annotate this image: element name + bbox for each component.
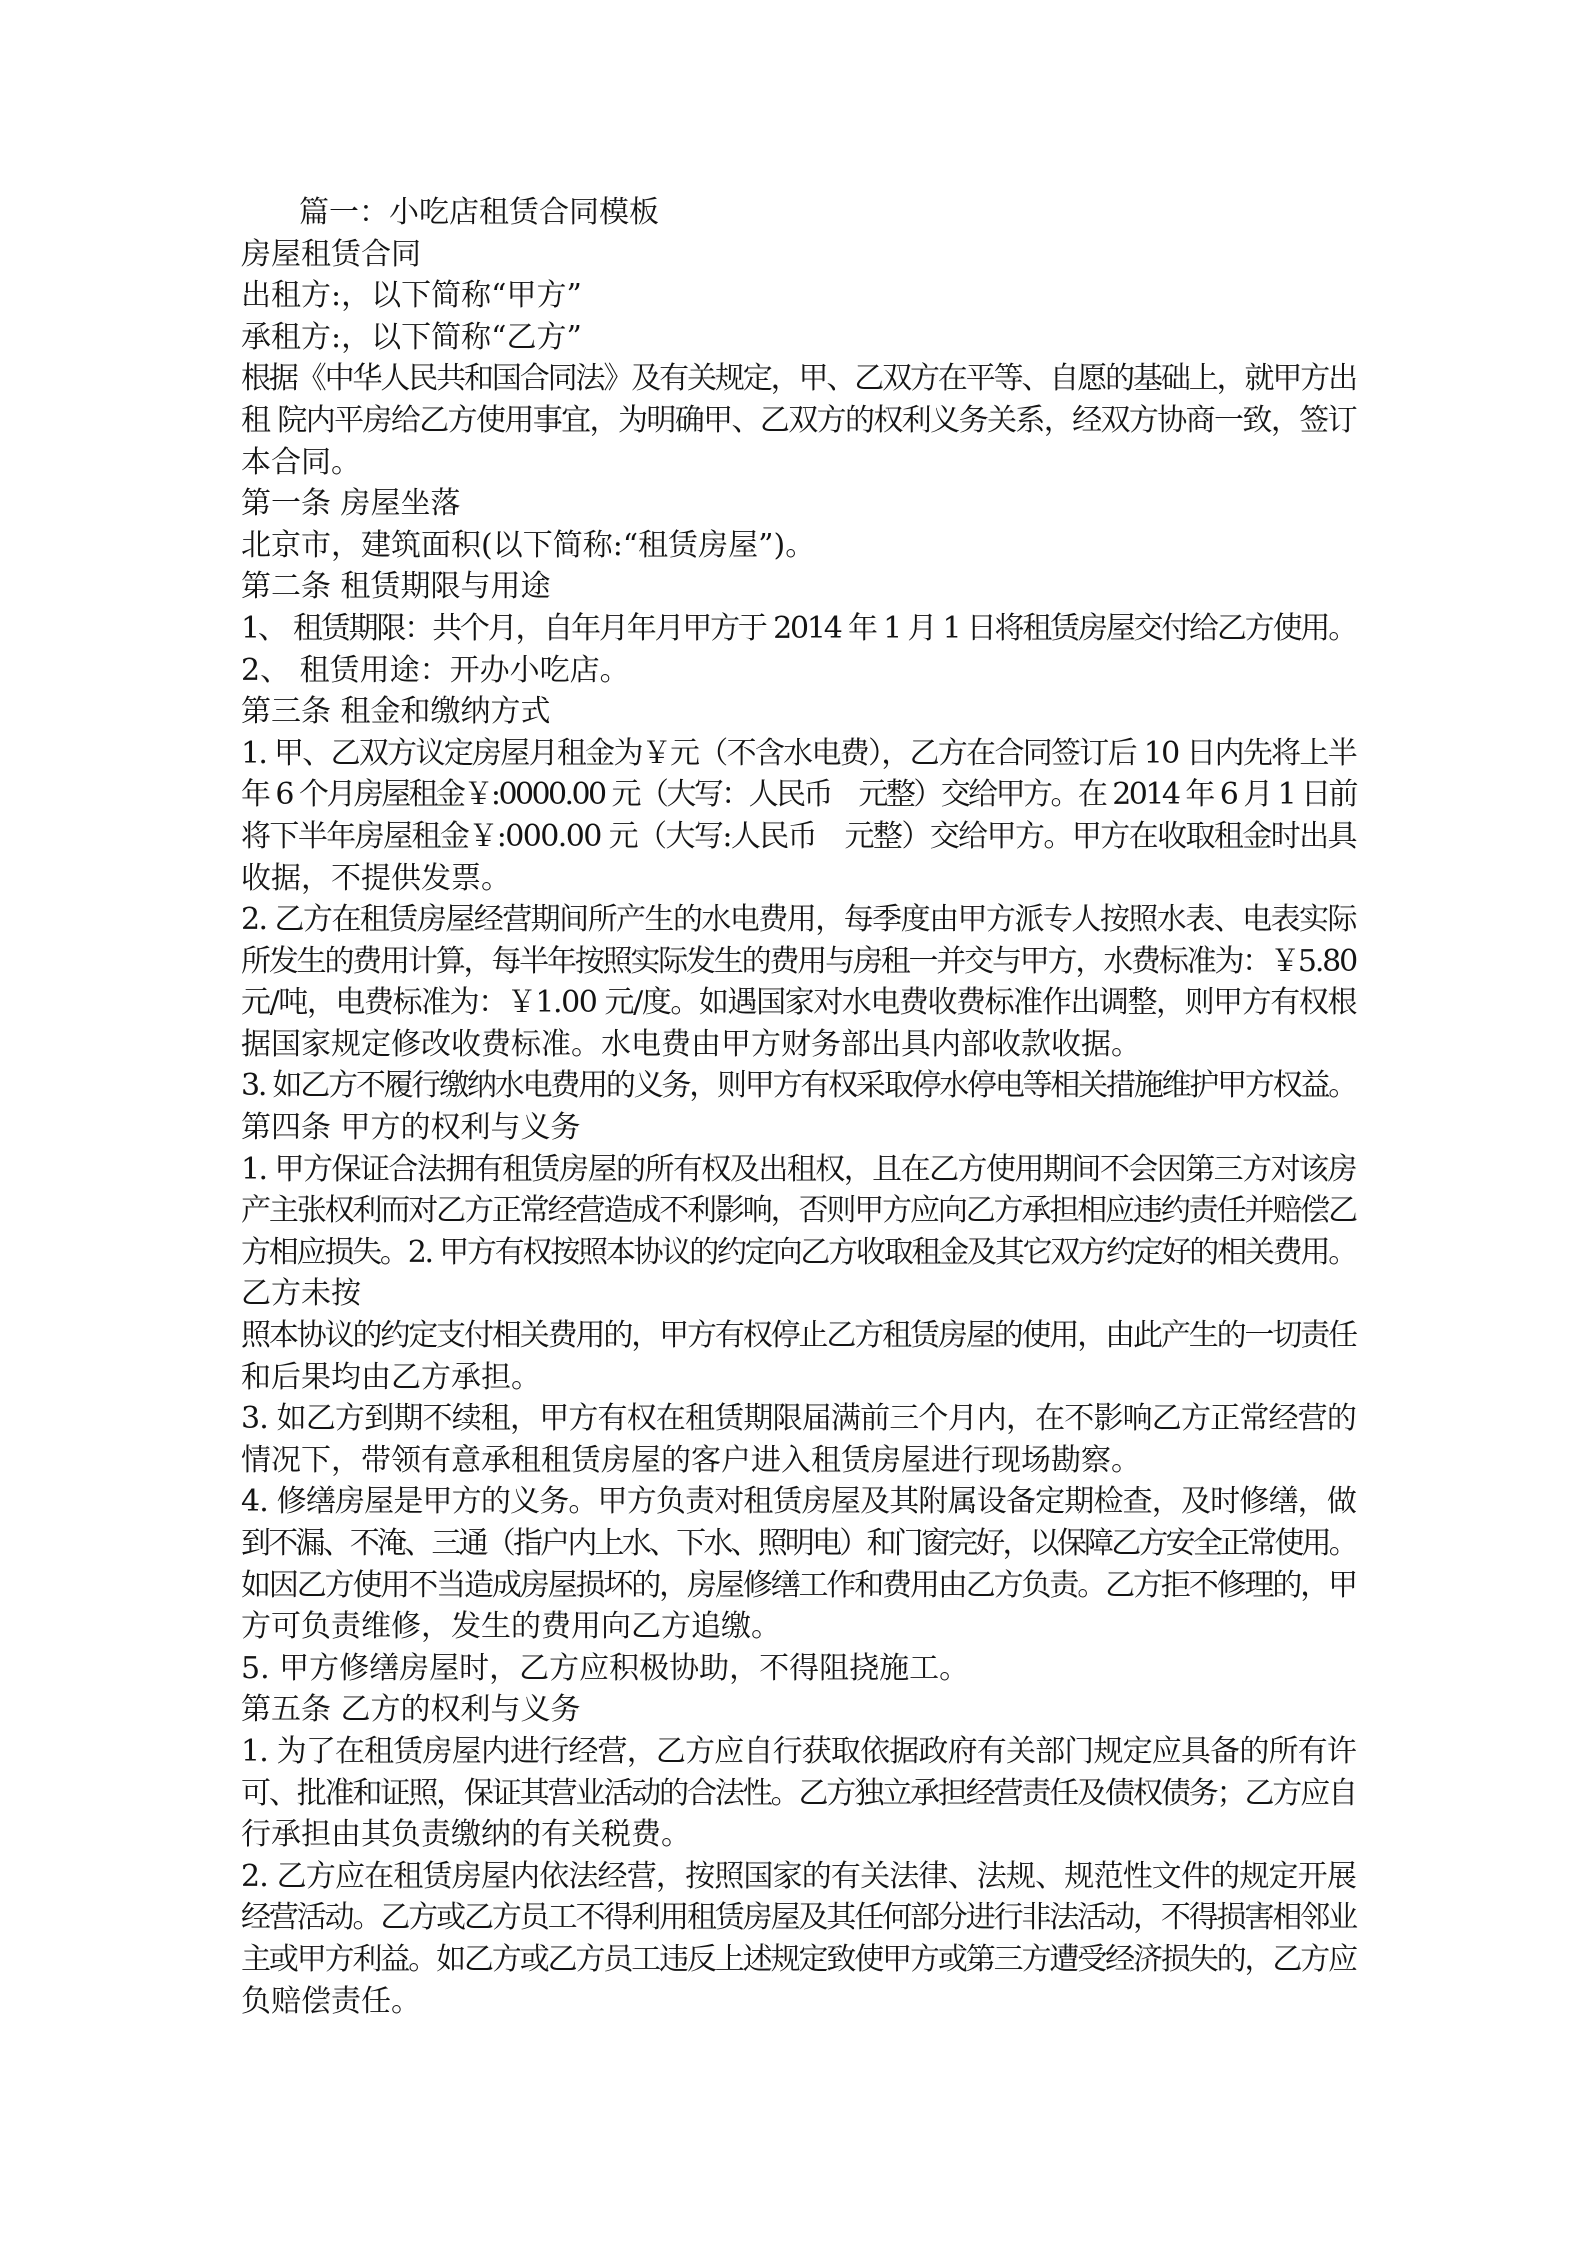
article-heading: 第二条 租赁期限与用途 [241, 569, 551, 605]
text-line: 负赔偿责任。 [241, 1983, 421, 2019]
text-line: 方可负责维修，发生的费用向乙方追缴。 [241, 1609, 781, 1645]
text-line: 4. 修缮房屋是甲方的义务。甲方负责对租赁房屋及其附属设备定期检查，及时修缮，做 [241, 1484, 1356, 1520]
text-line: 1. 甲、乙双方议定房屋月租金为￥元（不含水电费），乙方在合同签订后 10 日内先将上半 [241, 735, 1356, 771]
lessee-line: 承租方:，以下简称“乙方” [241, 319, 582, 355]
article-heading: 第四条 甲方的权利与义务 [241, 1110, 581, 1146]
contract-document [241, 192, 1356, 2022]
text-line: 行承担由其负责缴纳的有关税费。 [241, 1817, 691, 1853]
article-heading: 第一条 房屋坐落 [241, 486, 461, 522]
lessor-line: 出租方:，以下简称“甲方” [241, 278, 582, 314]
text-line: 2. 乙方应在租赁房屋内依法经营，按照国家的有关法律、法规、规范性文件的规定开展 [241, 1858, 1356, 1894]
text-line: 情况下，带领有意承租租赁房屋的客户进入租赁房屋进行现场勘察。 [241, 1442, 1141, 1478]
document-heading: 篇一：小吃店租赁合同模板 [299, 195, 659, 230]
preamble-line: 本合同。 [241, 444, 361, 480]
text-line: 据国家规定修改收费标准。水电费由甲方财务部出具内部收款收据。 [241, 1026, 1141, 1062]
text-line: 1. 甲方保证合法拥有租赁房屋的所有权及出租权，且在乙方使用期间不会因第三方对该房 [241, 1151, 1356, 1187]
text-line: 元/吨，电费标准为：￥1.00 元/度。如遇国家对水电费收费标准作出调整，则甲方有权根 [241, 985, 1357, 1021]
text-line: 3. 如乙方到期不续租，甲方有权在租赁期限届满前三个月内，在不影响乙方正常经营的 [241, 1401, 1356, 1437]
preamble-line: 租 院内平房给乙方使用事宜，为明确甲、乙双方的权利义务关系，经双方协商一致，签订 [241, 402, 1356, 438]
preamble-line: 根据《中华人民共和国合同法》及有关规定，甲、乙双方在平等、自愿的基础上，就甲方出 [241, 361, 1356, 397]
text-line: 1、 租赁期限：共个月，自年月年月甲方于 2014 年 1 月 1 日将租赁房屋交付给乙方使用。 [241, 610, 1357, 646]
text-line: 如因乙方使用不当造成房屋损坏的，房屋修缮工作和费用由乙方负责。乙方拒不修理的，甲 [241, 1567, 1356, 1603]
text-line: 到不漏、不淹、三通（指户内上水、下水、照明电）和门窗完好，以保障乙方安全正常使用。 [241, 1526, 1356, 1561]
text-line: 将下半年房屋租金￥:000.00 元（大写:人民币 元整）交给甲方。甲方在收取租金时出具 [241, 818, 1356, 854]
text-line: 产主张权利而对乙方正常经营造成不利影响，否则甲方应向乙方承担相应违约责任并赔偿乙 [241, 1193, 1356, 1229]
text-line: 收据，不提供发票。 [241, 860, 511, 896]
text-line: 1. 为了在租赁房屋内进行经营，乙方应自行获取依据政府有关部门规定应具备的所有许 [241, 1733, 1356, 1769]
text-line: 所发生的费用计算，每半年按照实际发生的费用与房租一并交与甲方，水费标准为：￥5.80 [241, 943, 1356, 979]
text-line: 2、 租赁用途：开办小吃店。 [241, 652, 630, 688]
text-line: 北京市，建筑面积(以下简称:“租赁房屋”)。 [241, 527, 816, 563]
text-line: 年 6 个月房屋租金￥:0000.00 元（大写：人民币 元整）交给甲方。在 2014 年 6 月 1 日前 [241, 777, 1356, 813]
contract-title: 房屋租赁合同 [241, 236, 421, 272]
text-line: 乙方未按 [241, 1276, 361, 1312]
text-line: 主或甲方利益。如乙方或乙方员工违反上述规定致使甲方或第三方遭受经济损失的，乙方应 [241, 1941, 1356, 1977]
text-line: 5. 甲方修缮房屋时，乙方应积极协助，不得阻挠施工。 [241, 1650, 970, 1686]
text-line: 方相应损失。2. 甲方有权按照本协议的约定向乙方收取租金及其它双方约定好的相关费用。 [241, 1234, 1357, 1270]
text-line: 和后果均由乙方承担。 [241, 1359, 541, 1395]
text-line: 照本协议的约定支付相关费用的，甲方有权停止乙方租赁房屋的使用，由此产生的一切责任 [241, 1318, 1356, 1354]
text-line: 经营活动。乙方或乙方员工不得利用租赁房屋及其任何部分进行非法活动，不得损害相邻业 [241, 1900, 1356, 1936]
text-line: 3. 如乙方不履行缴纳水电费用的义务，则甲方有权采取停水停电等相关措施维护甲方权益。 [241, 1068, 1357, 1104]
article-heading: 第五条 乙方的权利与义务 [241, 1692, 581, 1728]
text-line: 可、批准和证照，保证其营业活动的合法性。乙方独立承担经营责任及债权债务；乙方应自 [241, 1775, 1356, 1811]
text-line: 2. 乙方在租赁房屋经营期间所产生的水电费用，每季度由甲方派专人按照水表、电表实际 [241, 902, 1356, 938]
article-heading: 第三条 租金和缴纳方式 [241, 694, 551, 730]
